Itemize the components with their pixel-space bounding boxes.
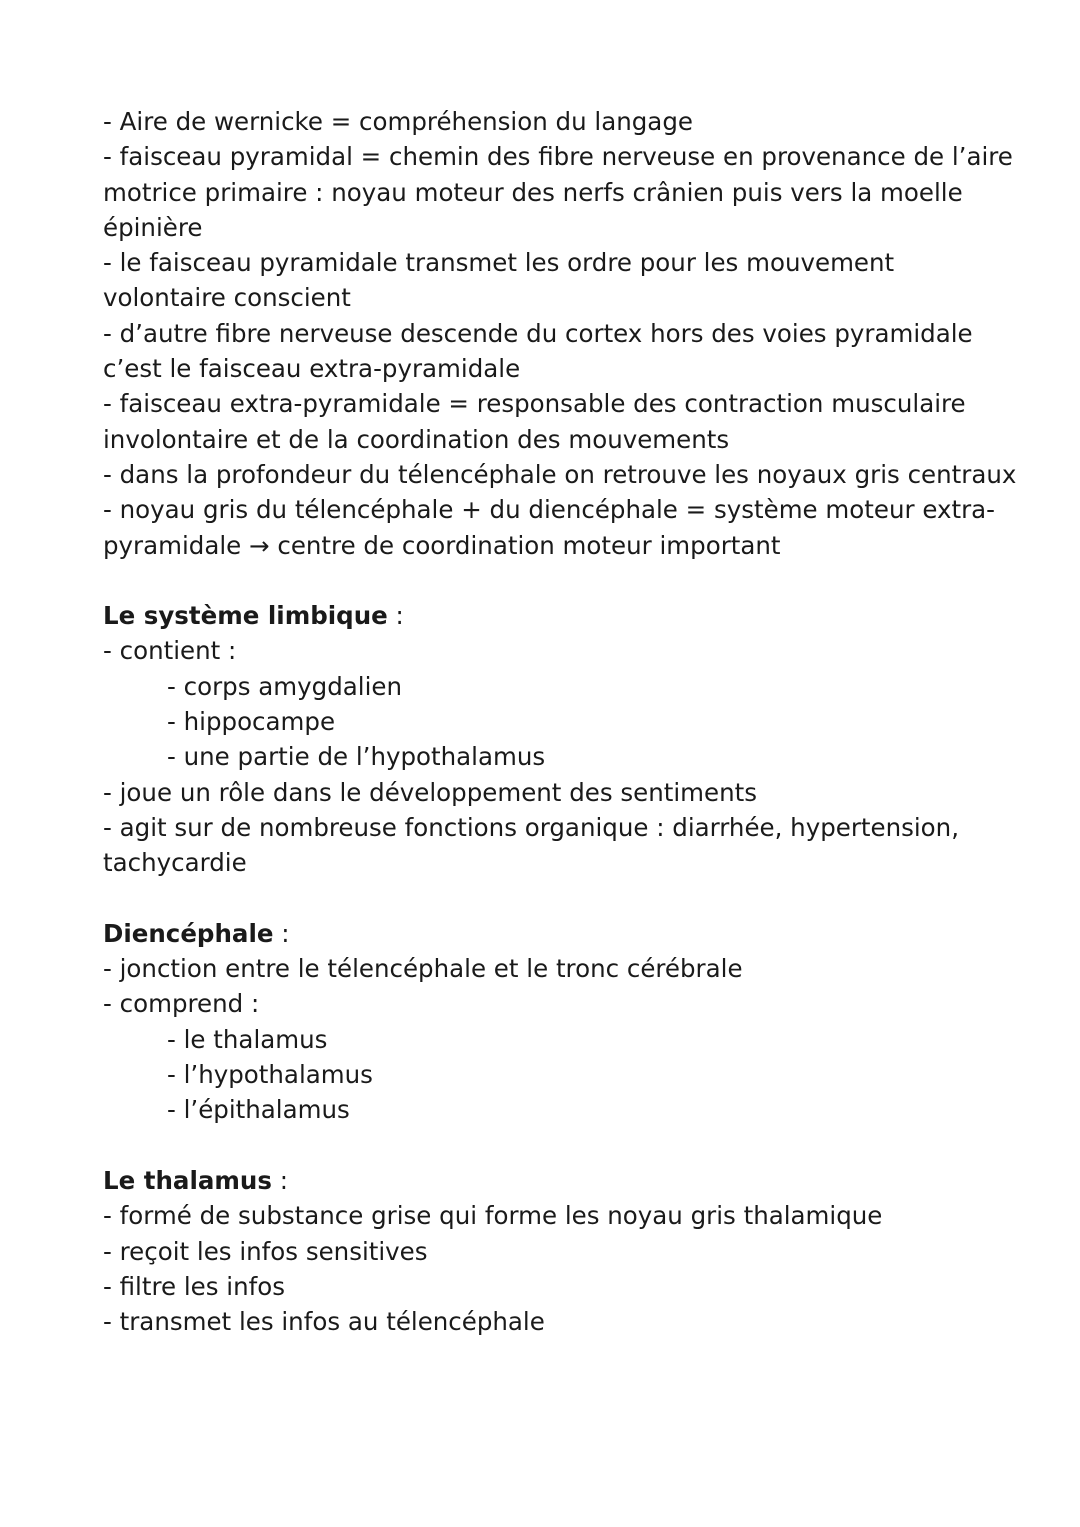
text-line: - dans la profondeur du télencéphale on retrouve les noyaux gris centraux [103,459,1017,489]
sub-list-item: - l’épithalamus [167,1095,350,1125]
heading-text: Le thalamus [103,1165,272,1195]
text-line: - contient : [103,636,237,666]
thalamus-section [103,1163,1003,1339]
text-line: pyramidale → centre de coordination moteur important [103,530,781,560]
text-line: - agit sur de nombreuse fonctions organique : diarrhée, hypertension, [103,812,959,842]
heading-colon: : [387,601,404,631]
text-line: - d’autre fibre nerveuse descende du cortex hors des voies pyramidale [103,318,973,348]
text-line: - faisceau pyramidal = chemin des fibre nerveuse en provenance de l’aire [103,142,1013,172]
section-heading [103,916,1003,951]
text-line: involontaire et de la coordination des mouvements [103,424,730,454]
spacer [103,563,1003,598]
sub-list-item: - le thalamus [167,1024,328,1054]
spacer [103,881,1003,916]
heading-text: Diencéphale [103,918,274,948]
text-line: - reçoit les infos sensitives [103,1236,428,1266]
heading-colon: : [273,918,290,948]
text-line: tachycardie [103,848,247,878]
spacer [103,1128,1003,1163]
section-heading [103,1163,1003,1198]
text-line: - joue un rôle dans le développement des sentiments [103,777,757,807]
sub-list-item: - corps amygdalien [167,671,402,701]
text-line: - noyau gris du télencéphale + du diencéphale = système moteur extra- [103,495,996,525]
text-line: - comprend : [103,989,260,1019]
document-page [103,104,1017,1339]
text-line: - jonction entre le télencéphale et le tronc cérébrale [103,954,743,984]
limbic-section [103,598,1003,880]
sub-list-item: - hippocampe [167,707,336,737]
diencephale-section [103,916,1003,1128]
text-line: c’est le faisceau extra-pyramidale [103,354,521,384]
text-line: - Aire de wernicke = compréhension du langage [103,107,693,136]
text-line: - formé de substance grise qui forme les noyau gris thalamique [103,1201,883,1231]
sub-list-item: - une partie de l’hypothalamus [167,742,546,772]
text-line: volontaire conscient [103,283,351,313]
sub-list-item: - l’hypothalamus [167,1060,373,1090]
text-line: - filtre les infos [103,1271,286,1301]
text-line: - faisceau extra-pyramidale = responsable des contraction musculaire [103,389,966,419]
heading-text: Le système limbique [103,601,388,631]
heading-colon: : [271,1165,288,1195]
section-heading [103,598,1003,633]
text-line: épinière [103,212,203,242]
text-line: - transmet les infos au télencéphale [103,1307,545,1337]
motor-section [103,104,1017,563]
text-line: - le faisceau pyramidale transmet les ordre pour les mouvement [103,248,895,278]
text-line: motrice primaire : noyau moteur des nerfs crânien puis vers la moelle [103,177,963,207]
